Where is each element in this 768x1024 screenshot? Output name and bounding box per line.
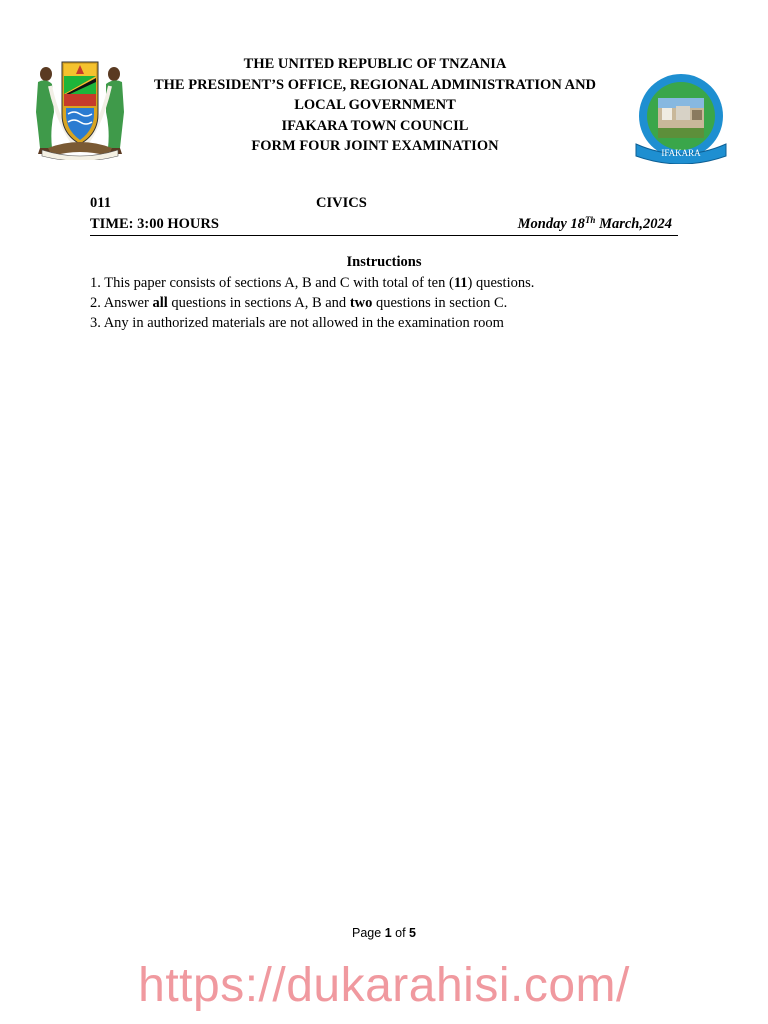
instruction-item-1: 1. This paper consists of sections A, B and C with total of ten (11) questions.: [90, 275, 535, 291]
instructions-heading: Instructions: [346, 254, 422, 270]
paper-subject: CIVICS: [316, 195, 367, 211]
date-ordinal: Th: [584, 215, 596, 225]
ifakara-council-logo-icon: [632, 72, 730, 164]
page-number: 1: [384, 926, 392, 940]
paper-code: 011: [90, 195, 111, 211]
header-office: THE PRESIDENT’S OFFICE, REGIONAL ADMINISTRATION AND: [153, 76, 597, 93]
header-exam-title: FORM FOUR JOINT EXAMINATION: [251, 138, 499, 155]
exam-duration: TIME: 3:00 HOURS: [90, 216, 219, 232]
exam-header: [140, 54, 610, 157]
header-council: IFAKARA TOWN COUNCIL: [281, 117, 469, 134]
ifakara-banner-text: IFAKARA: [661, 148, 701, 158]
time-date-row: [90, 216, 678, 236]
instruction-item-2: 2. Answer all questions in sections A, B and two questions in section C.: [90, 295, 508, 311]
header-office-cont: LOCAL GOVERNMENT: [294, 97, 456, 114]
header-country: THE UNITED REPUBLIC OF TNZANIA: [243, 56, 507, 72]
coat-of-arms-icon: [28, 52, 132, 160]
page-total: 5: [409, 926, 416, 940]
instruction-item-3: 3. Any in authorized materials are not allowed in the examination room: [90, 315, 504, 331]
exam-date: Monday 18Th March,2024: [517, 215, 672, 232]
page-footer: Page 1 of 5: [352, 926, 416, 940]
watermark-url: https://dukarahisi.com/: [138, 959, 630, 1012]
